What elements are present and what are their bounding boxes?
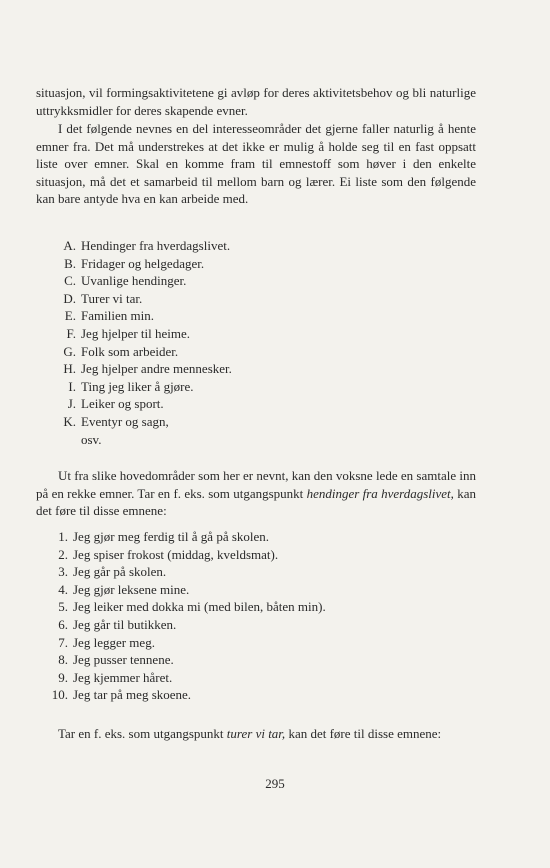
list-item-text: Jeg leiker med dokka mi (med bilen, båten min). (73, 599, 326, 615)
list-marker: B. (64, 255, 76, 271)
list-marker: 7. (58, 634, 68, 650)
list-marker: G. (63, 343, 76, 359)
list-marker: I. (68, 378, 76, 394)
list-item (58, 395, 232, 413)
list-item-text: Jeg går på skolen. (73, 564, 167, 580)
paragraph-text: kan det føre til disse emnene: (285, 726, 442, 741)
list-item-text: Fridager og helgedager. (81, 255, 205, 271)
list-item-text: Jeg gjør meg ferdig til å gå på skolen. (73, 529, 270, 544)
list-item-text: Familien min. (81, 308, 154, 324)
list-marker: 9. (58, 669, 68, 685)
emphasis-text: hendinger fra hverdagslivet, (306, 485, 454, 501)
list-item (48, 528, 326, 546)
list-item-text: Jeg går til butikken. (73, 616, 177, 632)
list-marker: 2. (58, 546, 68, 562)
list-item (48, 616, 326, 634)
paragraph-text: Tar en f. eks. som utgangspunkt (58, 726, 227, 741)
list-marker: 10. (51, 687, 68, 703)
list-item (58, 237, 232, 255)
list-item-text: Jeg pusser tennene. (73, 652, 174, 668)
subtopic-list (48, 528, 326, 704)
list-marker: H. (63, 361, 76, 377)
emphasis-text: turer vi tar, (226, 726, 286, 741)
list-marker: E. (64, 308, 76, 324)
list-item-text: Eventyr og sagn, (81, 413, 169, 429)
list-item (48, 598, 326, 616)
topic-list (58, 237, 232, 448)
list-item (58, 307, 232, 325)
list-item (48, 546, 326, 564)
list-etc: osv. (81, 431, 102, 447)
list-item (58, 378, 232, 396)
list-item (58, 272, 232, 290)
list-marker: D. (63, 290, 76, 306)
list-marker: 3. (58, 564, 68, 580)
list-marker: 8. (58, 652, 68, 668)
list-item (48, 634, 326, 652)
list-item (58, 325, 232, 343)
list-item-text: Ting jeg liker å gjøre. (81, 378, 194, 394)
page-number: 295 (265, 776, 285, 791)
list-item (58, 255, 232, 273)
paragraph-trips (36, 725, 476, 743)
list-item-text: Turer vi tar. (81, 290, 143, 306)
paragraph-intro: situasjon, vil formingsaktivitetene gi avløp for deres aktivitetsbehov og bli naturlige uttrykksmidler for deres skapende evner. (36, 85, 476, 118)
paragraph-interest-areas: I det følgende nevnes en del interesseområder det gjerne faller naturlig å hente emner fra. Det må understrekes at det ikke er mulig å holde seg til en fast oppsatt liste over emner. Skal en komme fram til emnestoff som høver i den enkelte situasjon, må det et samarbeid til mellom barn og lærer. Ei liste som den følgende kan bare antyde hva en kan arbeide med. (36, 121, 476, 207)
list-item (58, 343, 232, 361)
list-item (58, 290, 232, 308)
list-marker: C. (64, 273, 76, 289)
list-marker: K. (63, 413, 76, 429)
list-item-text: Jeg kjemmer håret. (73, 669, 173, 685)
list-marker: 4. (58, 581, 68, 597)
list-item (58, 360, 232, 378)
list-item-text: Jeg gjør leksene mine. (73, 581, 190, 597)
list-item-text: Jeg hjelper andre mennesker. (81, 361, 232, 377)
list-item (48, 686, 326, 704)
paragraph-text: kan det føre til disse emnene: (36, 485, 476, 519)
list-item (48, 563, 326, 581)
paragraph-text: Ut fra slike hovedområder som her er nevnt, kan den voksne lede en samtale inn på en rekke emner. Tar en f. eks. som utgangspunkt (36, 468, 476, 501)
list-marker: F. (66, 325, 76, 341)
list-item (58, 413, 232, 431)
list-item-text: Uvanlige hendinger. (81, 273, 187, 289)
list-item-text: Jeg legger meg. (73, 634, 155, 650)
list-item-text: Jeg hjelper til heime. (81, 325, 191, 341)
list-marker: A. (63, 238, 76, 253)
list-marker: 5. (58, 599, 68, 615)
list-item-text: Jeg tar på meg skoene. (73, 687, 192, 703)
list-item-text: Hendinger fra hverdagslivet. (81, 238, 231, 253)
list-item-text: Folk som arbeider. (81, 343, 179, 359)
list-marker: J. (67, 396, 76, 412)
list-item-text: Jeg spiser frokost (middag, kveldsmat). (73, 546, 279, 562)
list-item (48, 669, 326, 687)
list-item (48, 651, 326, 669)
list-item (48, 581, 326, 599)
paragraph-everyday-events (36, 467, 476, 520)
list-marker: 1. (58, 529, 68, 544)
list-item-text: Leiker og sport. (81, 396, 164, 412)
list-marker: 6. (58, 616, 68, 632)
